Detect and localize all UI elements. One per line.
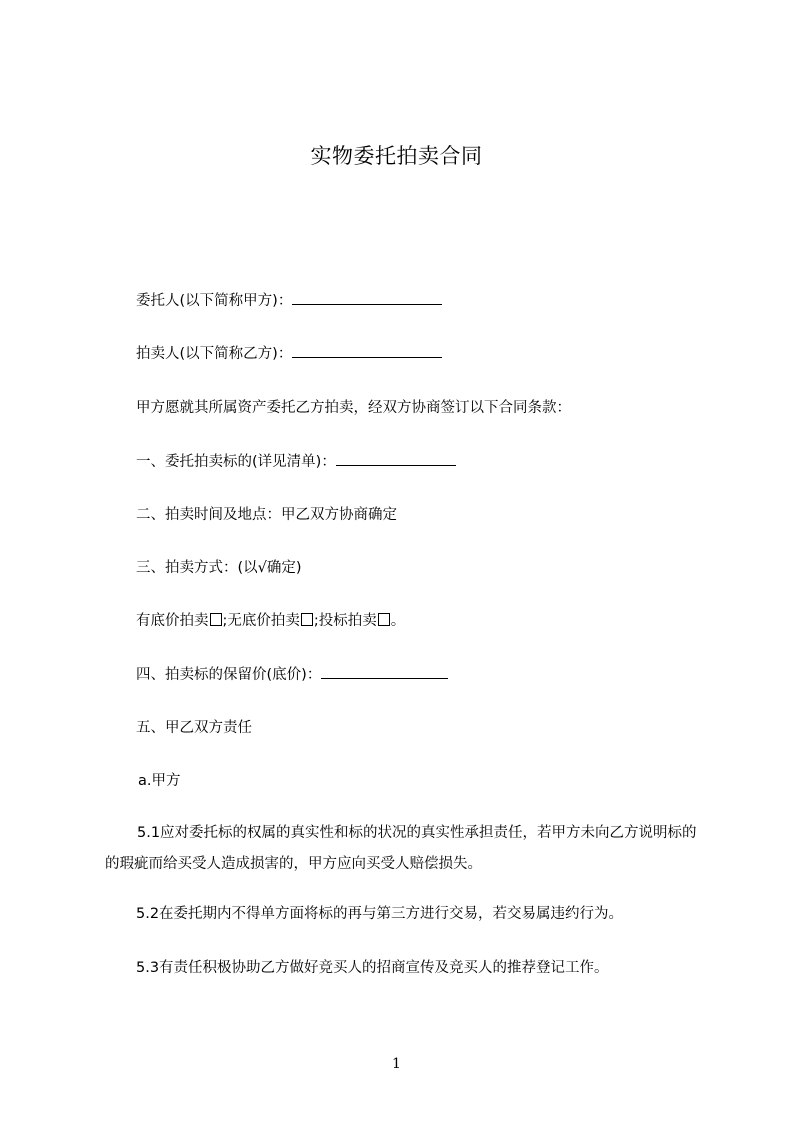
checkbox-tender[interactable] (378, 613, 390, 626)
item4-label: 四、拍卖标的保留价(底价)： (136, 667, 322, 683)
item2-line: 二、拍卖时间及地点：甲乙双方协商确定 (136, 507, 397, 523)
page-number: 1 (392, 1056, 401, 1072)
item3-line: 三、拍卖方式：(以√确定) (136, 560, 302, 576)
item1-label: 一、委托拍卖标的(详见清单)： (136, 454, 336, 470)
item1-blank[interactable] (336, 451, 456, 466)
item5-line: 五、甲乙双方责任 (136, 720, 252, 736)
auctioneer-blank[interactable] (292, 343, 442, 358)
method-option-tender: ;投标拍卖 (313, 613, 377, 629)
consignor-label: 委托人(以下简称甲方)： (136, 293, 293, 309)
intro-line: 甲方愿就其所属资产委托乙方拍卖，经双方协商签订以下合同条款： (136, 400, 571, 416)
item4-blank[interactable] (321, 664, 448, 679)
item4-line (136, 664, 448, 686)
party-a-heading: a.甲方 (138, 773, 181, 789)
checkbox-reserve[interactable] (210, 613, 222, 626)
document-title: 实物委托拍卖合同 (310, 144, 483, 168)
method-option-no-reserve: ;无底价拍卖 (222, 613, 300, 629)
auctioneer-label: 拍卖人(以下简称乙方)： (136, 346, 293, 362)
method-option-reserve: 有底价拍卖 (136, 613, 209, 629)
auctioneer-line (136, 343, 442, 365)
method-end-mark: 。 (390, 613, 406, 629)
auction-method-options (136, 610, 405, 632)
consignor-line (136, 290, 442, 312)
item1-line (136, 451, 456, 473)
clause-5-1: 5.1应对委托标的权属的真实性和标的状况的真实性承担责任，若甲方未向乙方说明标的的瑕疵而给买受人造成损害的，甲方应向买受人赔偿损失。 (105, 825, 697, 872)
consignor-blank[interactable] (292, 290, 442, 305)
checkbox-no-reserve[interactable] (301, 613, 313, 626)
clause-5-3: 5.3有责任积极协助乙方做好竞买人的招商宣传及竞买人的推荐登记工作。 (136, 960, 609, 976)
clause-5-2: 5.2在委托期内不得单方面将标的再与第三方进行交易，若交易属违约行为。 (136, 906, 624, 922)
